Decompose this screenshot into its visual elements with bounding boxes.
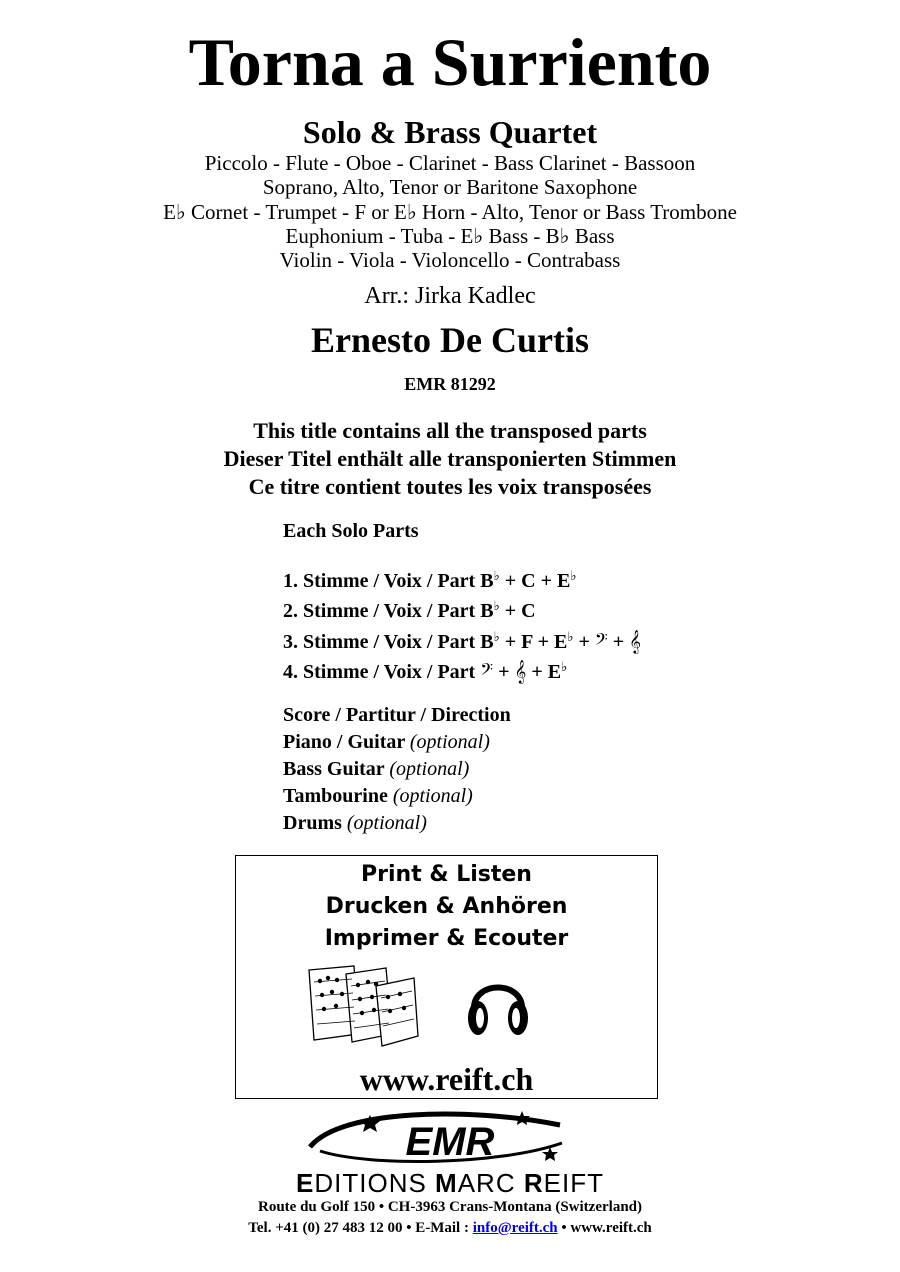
email-link[interactable]: info@reift.ch (472, 1220, 558, 1236)
key-f: F (521, 631, 533, 653)
part-2 (283, 596, 783, 626)
brand-letter: M (435, 1168, 458, 1198)
optional-label: (optional) (389, 758, 470, 780)
piano-line (283, 729, 783, 756)
instrument-line: Soprano, Alto, Tenor or Baritone Saxophone (262, 175, 638, 200)
bass-clef-icon: 𝄢 (480, 659, 494, 683)
sheet-music-icon (306, 964, 421, 1049)
note-fr: Ce titre contient toutes les voix transposées (248, 474, 652, 499)
instrument-line: E♭ Cornet - Trumpet - F or E♭ Horn - Alto, Tenor or Bass Trombone (163, 199, 737, 224)
plus: + (612, 631, 625, 653)
print-listen-box (235, 855, 658, 1099)
website-link[interactable]: www.reift.ch (359, 1061, 534, 1097)
optional-label: (optional) (392, 785, 473, 807)
key-e: E (554, 631, 568, 653)
flat-icon: ♭ (493, 598, 500, 613)
instrument-list (0, 151, 900, 272)
note-de: Dieser Titel enthält alle transponierten Stimmen (223, 446, 677, 471)
bass-guitar-label: Bass Guitar (283, 758, 385, 780)
address-line: Route du Golf 150 • CH-3963 Crans-Montana (Switzerland) (258, 1199, 642, 1215)
print-listen-line: Imprimer & Ecouter (324, 926, 569, 951)
catalog-number: EMR 81292 (404, 374, 496, 394)
brand-letter: R (523, 1168, 544, 1198)
web-address: • www.reift.ch (557, 1220, 652, 1236)
emr-logo (300, 1107, 600, 1169)
bass-guitar-line (283, 756, 783, 783)
drums-line (283, 810, 783, 837)
part-label: Stimme / Voix / Part (303, 661, 476, 683)
flat-icon: ♭ (493, 629, 500, 644)
key-b: B (480, 631, 494, 653)
key-e: E (547, 661, 562, 683)
score-line (283, 702, 783, 729)
arranger: Arr.: Jirka Kadlec (364, 283, 536, 309)
plus: + (504, 631, 517, 653)
drums-label: Drums (283, 812, 342, 834)
brand-name (0, 1168, 900, 1198)
treble-clef-icon: 𝄞 (514, 659, 527, 683)
plus: + (498, 661, 510, 683)
instrument-line: Euphonium - Tuba - E♭ Bass - B♭ Bass (285, 223, 615, 248)
headphones-icon (466, 966, 530, 1042)
telephone: Tel. +41 (0) 27 483 12 00 • E-Mail : (248, 1220, 473, 1236)
part-number: 2. (283, 600, 298, 622)
plus: + (578, 631, 590, 653)
brand-text: EIFT (543, 1168, 604, 1198)
flat-icon: ♭ (493, 568, 500, 583)
part-number: 4. (283, 661, 298, 683)
plus: + (531, 661, 543, 683)
flat-icon: ♭ (570, 568, 577, 583)
key-b: B (480, 570, 494, 592)
key-b: B (480, 600, 494, 622)
print-listen-line: Print & Listen (361, 862, 532, 887)
part-number: 1. (283, 570, 298, 592)
bass-clef-icon: 𝄢 (594, 629, 608, 653)
key-c: C (521, 570, 536, 592)
parts-heading: Each Solo Parts (283, 520, 419, 542)
composer: Ernesto De Curtis (311, 320, 589, 360)
plus: + (540, 570, 552, 592)
print-listen-line: Drucken & Anhören (325, 894, 568, 919)
tambourine-label: Tambourine (283, 785, 388, 807)
plus: + (504, 600, 517, 622)
instrument-line: Violin - Viola - Violoncello - Contrabass (279, 248, 621, 273)
parts-list (283, 518, 783, 837)
brand-letter: E (296, 1168, 315, 1198)
note-en: This title contains all the transposed parts (253, 418, 647, 443)
brand-text: ARC (457, 1168, 524, 1198)
title: Torna a Surriento (188, 24, 712, 100)
part-4 (283, 656, 783, 686)
instrument-line: Piccolo - Flute - Oboe - Clarinet - Bass Clarinet - Bassoon (204, 151, 696, 175)
piano-label: Piano / Guitar (283, 731, 405, 753)
optional-label: (optional) (409, 731, 490, 753)
part-number: 3. (283, 631, 298, 653)
treble-clef-icon: 𝄞 (629, 629, 641, 653)
flat-icon: ♭ (567, 629, 574, 644)
flat-icon: ♭ (561, 659, 568, 674)
plus: + (537, 631, 549, 653)
subtitle: Solo & Brass Quartet (302, 114, 598, 150)
key-e: E (556, 570, 571, 592)
logo-mark: EMR (405, 1120, 495, 1164)
part-label: Stimme / Voix / Part (303, 600, 476, 622)
plus: + (504, 570, 517, 592)
part-1 (283, 566, 783, 596)
key-c: C (521, 600, 536, 622)
contact-line (0, 1219, 900, 1238)
tambourine-line (283, 783, 783, 810)
part-label: Stimme / Voix / Part (303, 570, 476, 592)
brand-text: DITIONS (314, 1168, 436, 1198)
transposed-note (0, 417, 900, 501)
optional-label: (optional) (346, 812, 427, 834)
score-label: Score / Partitur / Direction (283, 704, 511, 726)
part-label: Stimme / Voix / Part (303, 631, 476, 653)
part-3 (283, 626, 783, 656)
